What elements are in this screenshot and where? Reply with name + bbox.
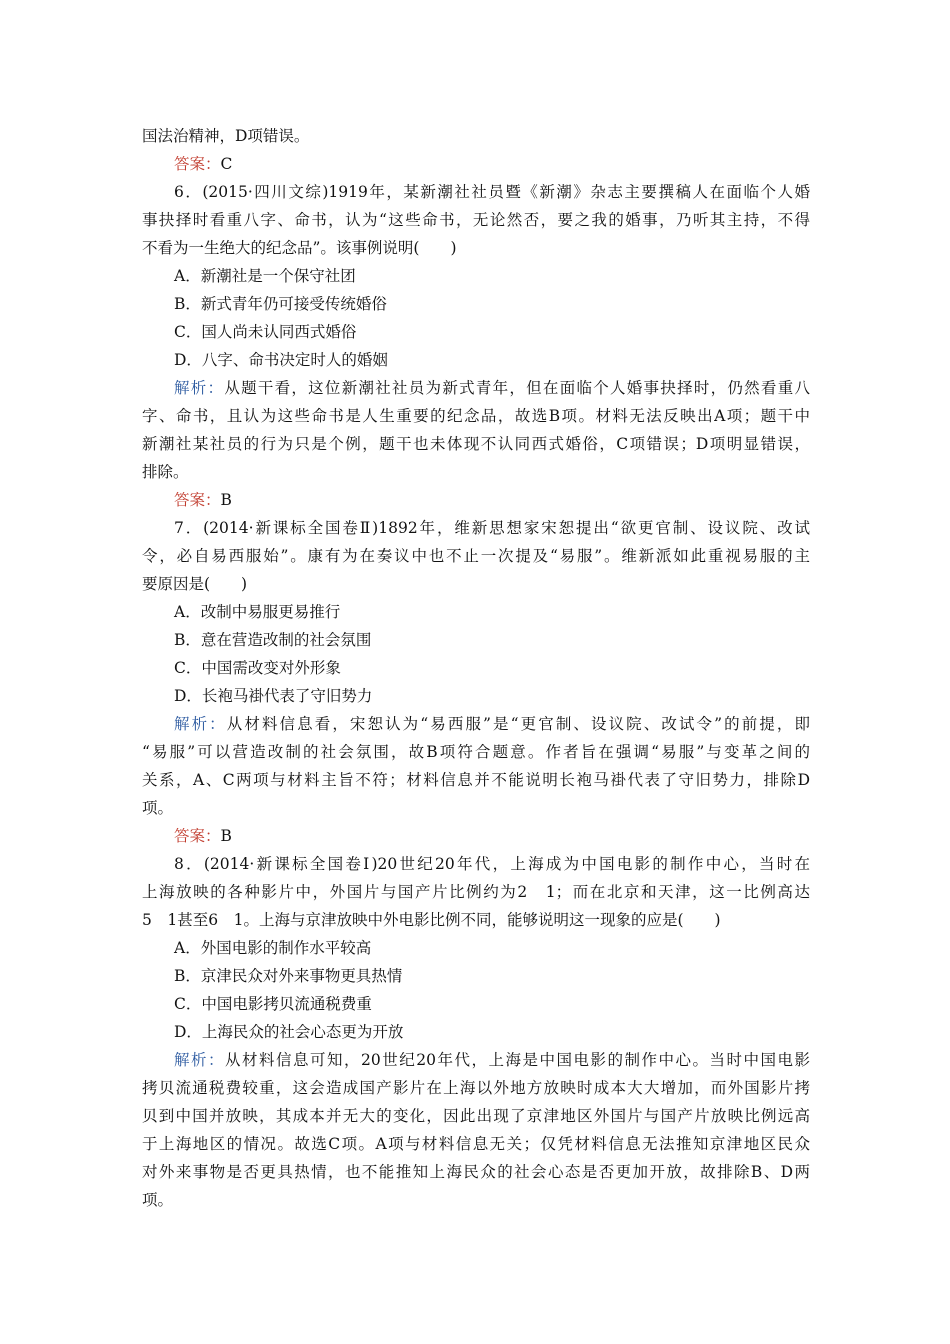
- question-stem-line: 8．(2014·新课标全国卷Ⅰ)20世纪20年代，上海成为中国电影的制作中心，当时在: [174, 855, 810, 873]
- question-stem-line: 不看为一生绝大的纪念品”。该事例说明( ): [142, 239, 457, 257]
- analysis-text: 从材料信息看，宋恕认为“易西服”是“更官制、设议院、改试令”的前提，即: [226, 715, 810, 733]
- option-b: B．新式青年仍可接受传统婚俗: [174, 295, 387, 313]
- analysis-line: 贝到中国并放映，其成本并无大的变化，因此出现了京津地区外国片与国产片放映比例远高: [142, 1107, 810, 1125]
- option-d: D．上海民众的社会心态更为开放: [174, 1023, 404, 1041]
- question-stem-line: 令，必自易西服始”。康有为在奏议中也不止一次提及“易服”。维新派如此重视易服的主: [142, 547, 810, 565]
- analysis-label: 解析：: [174, 715, 227, 733]
- analysis-line: [142, 1046, 810, 1074]
- answer-value: C: [220, 155, 233, 173]
- answer-line: [142, 822, 810, 850]
- answer-label: 答案：: [174, 827, 221, 845]
- analysis-line: 关系，A、C两项与材料主旨不符；材料信息并不能说明长袍马褂代表了守旧势力，排除D: [142, 771, 810, 789]
- answer-value: B: [220, 827, 232, 845]
- analysis-line: 于上海地区的情况。故选C项。A项与材料信息无关；仅凭材料信息无法推知京津地区民众: [142, 1135, 810, 1153]
- analysis-line: “易服”可以营造改制的社会氛围，故B项符合题意。作者旨在强调“易服”与变革之间的: [142, 743, 810, 761]
- analysis-line: 项。: [142, 1191, 174, 1209]
- analysis-line: 拷贝流通税费较重，这会造成国产影片在上海以外地方放映时成本大大增加，而外国影片拷: [142, 1079, 810, 1097]
- option-b: B．京津民众对外来事物更具热情: [174, 967, 403, 985]
- analysis-line: [142, 374, 810, 402]
- analysis-line: 新潮社某社员的行为只是个例，题干也未体现不认同西式婚俗，C项错误；D项明显错误，: [142, 435, 810, 453]
- question-stem-line: 5 1甚至6 1。上海与京津放映中外电影比例不同，能够说明这一现象的应是( ): [142, 911, 721, 929]
- question-stem-line: 要原因是( ): [142, 575, 248, 593]
- question-stem-line: 事抉择时看重八字、命书，认为“这些命书，无论然否，要之我的婚事，乃听其主持，不得: [142, 211, 810, 229]
- question-stem-line: 上海放映的各种影片中，外国片与国产片比例约为2 1；而在北京和天津，这一比例高达: [142, 883, 810, 901]
- question-stem-line: 6．(2015·四川文综)1919年，某新潮社社员暨《新潮》杂志主要撰稿人在面临个人婚: [174, 183, 810, 201]
- analysis-label: 解析：: [174, 1051, 226, 1069]
- answer-value: B: [220, 491, 232, 509]
- analysis-line: [142, 710, 810, 738]
- analysis-line: 对外来事物是否更具热情，也不能推知上海民众的社会心态是否更加开放，故排除B、D两: [142, 1163, 810, 1181]
- answer-line: [142, 486, 810, 514]
- option-d: D．长袍马褂代表了守旧势力: [174, 687, 373, 705]
- answer-label: 答案：: [174, 491, 221, 509]
- option-a: A．外国电影的制作水平较高: [174, 939, 372, 957]
- analysis-text: 从题干看，这位新潮社社员为新式青年，但在面临个人婚事抉择时，仍然看重八: [224, 379, 810, 397]
- analysis-line: 项。: [142, 799, 174, 817]
- analysis-text: 从材料信息可知，20世纪20年代，上海是中国电影的制作中心。当时中国电影: [225, 1051, 810, 1069]
- option-a: A．新潮社是一个保守社团: [174, 267, 356, 285]
- document-content: [142, 122, 810, 1214]
- option-a: A．改制中易服更易推行: [174, 603, 341, 621]
- option-c: C．中国电影拷贝流通税费重: [174, 995, 372, 1013]
- option-b: B．意在营造改制的社会氛围: [174, 631, 372, 649]
- option-c: C．中国需改变对外形象: [174, 659, 341, 677]
- text-line: 国法治精神，D项错误。: [142, 127, 310, 145]
- analysis-line: 排除。: [142, 463, 189, 481]
- analysis-line: 字、命书，且认为这些命书是人生重要的纪念品，故选B项。材料无法反映出A项；题干中: [142, 407, 810, 425]
- answer-label: 答案：: [174, 155, 221, 173]
- question-stem-line: 7．(2014·新课标全国卷Ⅱ)1892年，维新思想家宋恕提出“欲更官制、设议院、改试: [174, 519, 810, 537]
- answer-line: [142, 150, 810, 178]
- analysis-label: 解析：: [174, 379, 225, 397]
- option-c: C．国人尚未认同西式婚俗: [174, 323, 357, 341]
- option-d: D．八字、命书决定时人的婚姻: [174, 351, 388, 369]
